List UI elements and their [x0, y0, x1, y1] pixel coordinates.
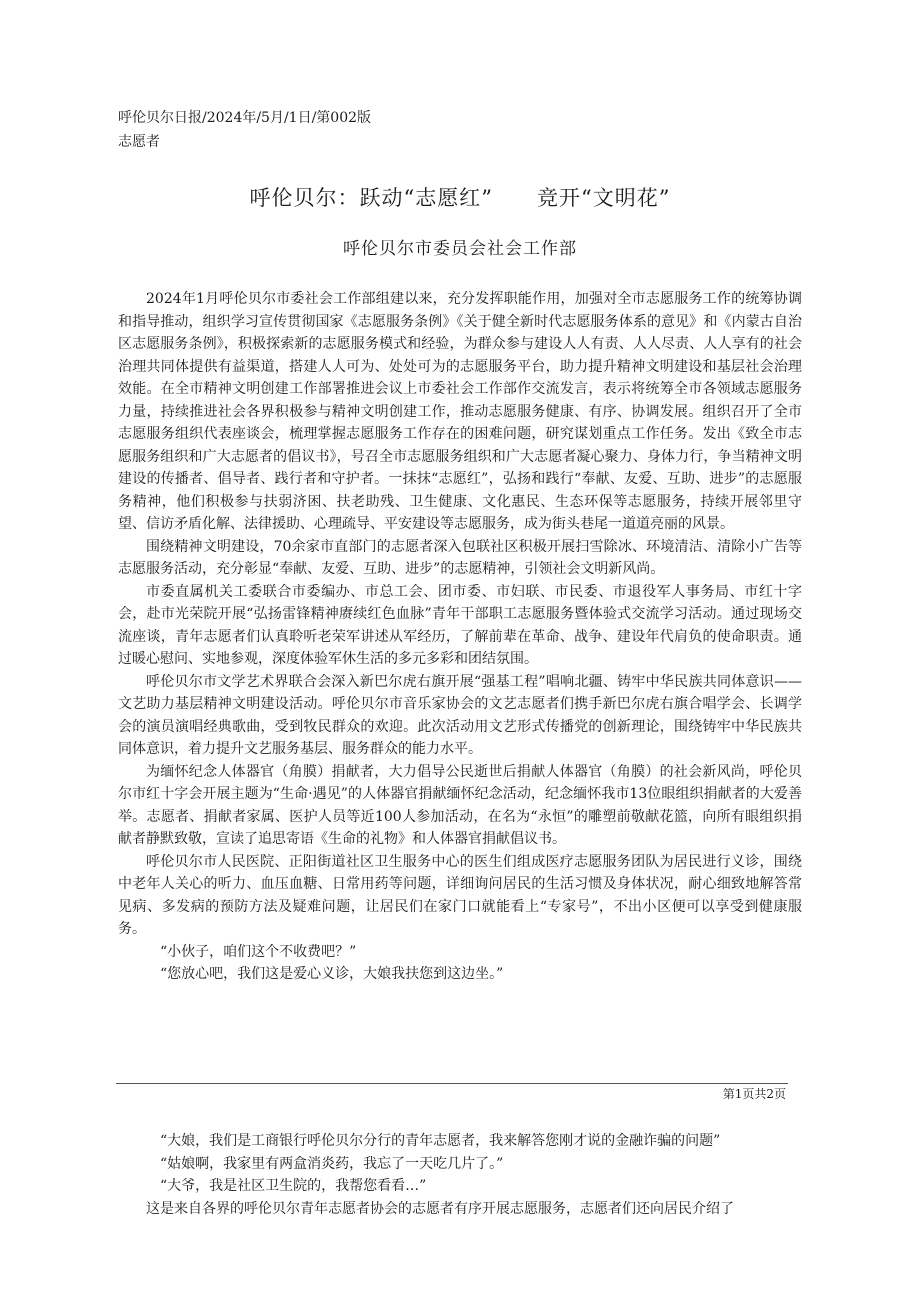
article-title [0, 182, 920, 212]
paragraph: 呼伦贝尔市文学艺术界联合会深入新巴尔虎右旗开展“强基工程”唱响北疆、铸牢中华民族共同体意识——文艺助力基层精神文明建设活动。呼伦贝尔市音乐家协会的文艺志愿者们携手新巴尔虎右旗合唱学会、长调学会的演员演唱经典歌曲，受到牧民群众的欢迎。此次活动用文艺形式传播党的创新理论，围绕铸牢中华民族共同体意识，着力提升文艺服务基层、服务群众的能力水平。 [118, 673, 802, 757]
title-part-1: 呼伦贝尔：跃动“志愿红” [249, 186, 493, 210]
article-body-page-2 [118, 1130, 802, 1220]
dialogue-line: “大爷，我是社区卫生院的，我帮您看看…” [160, 1178, 427, 1194]
dialogue-line: “姑娘啊，我家里有两盒消炎药，我忘了一天吃几片了。” [160, 1155, 504, 1172]
dialogue-line: “小伙子，咱们这个不收费吧？” [160, 943, 357, 960]
dialogue-line: “您放心吧，我们这是爱心义诊，大娘我扶您到这边坐。” [160, 966, 504, 982]
paragraph: 为缅怀纪念人体器官（角膜）捐献者，大力倡导公民逝世后捐献人体器官（角膜）的社会新风尚，呼伦贝尔市红十字会开展主题为“生命·遇见”的人体器官捐献缅怀纪念活动，纪念缅怀我市13位眼组织捐献者的大爱善举。志愿者、捐献者家属、医护人员等近100人参加活动，在名为“永恒”的雕塑前敬献花篮，向所有眼组织捐献者静默致敬，宣读了追思寄语《生命的礼物》和人体器官捐献倡议书。 [118, 763, 802, 847]
article-meta [118, 106, 371, 154]
paragraph: 2024年1月呼伦贝尔市委社会工作部组建以来，充分发挥职能作用，加强对全市志愿服务工作的统筹协调和指导推动，组织学习宣传贯彻国家《志愿服务条例》《关于健全新时代志愿服务体系的意见》和《内蒙古自治区志愿服务条例》，积极探索新的志愿服务模式和经验，为群众参与建设人人有责、人人尽责、人人享有的社会治理共同体提供有益渠道，搭建人人可为、处处可为的志愿服务平台，助力提升精神文明建设和基层社会治理效能。在全市精神文明创建工作部署推进会议上市委社会工作部作交流发言，表示将统筹全市各领域志愿服务力量，持续推进社会各界积极参与精神文明创建工作，推动志愿服务健康、有序、协调发展。组织召开了全市志愿服务组织代表座谈会，梳理掌握志愿服务工作存在的困难问题，研究谋划重点工作任务。发出《致全市志愿服务组织和广大志愿者的倡议书》，号召全市志愿服务组织和广大志愿者凝心聚力、身体力行，争当精神文明建设的传播者、倡导者、践行者和守护者。一抹抹“志愿红”，弘扬和践行“奉献、友爱、互助、进步”的志愿服务精神，他们积极参与扶弱济困、扶老助残、卫生健康、文化惠民、生态环保等志愿服务，持续开展邻里守望、信访矛盾化解、法律援助、心理疏导、平安建设等志愿服务，成为街头巷尾一道道亮丽的风景。 [118, 291, 802, 532]
title-part-2: 竞开“文明花” [537, 186, 671, 210]
paragraph: 呼伦贝尔市人民医院、正阳街道社区卫生服务中心的医生们组成医疗志愿服务团队为居民进行义诊，围绕中老年人关心的听力、血压血糖、日常用药等问题，详细询问居民的生活习惯及身体状况，耐心细致地解答常见病、多发病的预防方法及疑难问题，让居民们在家门口就能看上“专家号”，不出小区便可以享受到健康服务。 [118, 853, 802, 937]
source-line: 呼伦贝尔日报/2024年/5月/1日/第002版 [118, 110, 372, 126]
page-divider [116, 1083, 788, 1084]
article-author: 呼伦贝尔市委员会社会工作部 [343, 239, 577, 259]
paragraph: 这是来自各界的呼伦贝尔青年志愿者协会的志愿者有序开展志愿服务，志愿者们还向居民介绍了 [146, 1200, 734, 1217]
article-body [118, 288, 802, 986]
paragraph: 市委直属机关工委联合市委编办、市总工会、团市委、市妇联、市民委、市退役军人事务局、市红十字会，赴市光荣院开展“弘扬雷锋精神赓续红色血脉”青年干部职工志愿服务暨体验式交流学习活动。通过现场交流座谈，青年志愿者们认真聆听老荣军讲述从军经历，了解前辈在革命、战争、建设年代肩负的使命职责。通过暖心慰问、实地参观，深度体验军休生活的多元多彩和团结氛围。 [118, 583, 802, 667]
paragraph: 围绕精神文明建设，70余家市直部门的志愿者深入包联社区积极开展扫雪除冰、环境清洁、清除小广告等志愿服务活动，充分彰显“奉献、友爱、互助、进步”的志愿精神，引领社会文明新风尚。 [118, 538, 802, 577]
section-label: 志愿者 [118, 134, 160, 150]
dialogue-line: “大娘，我们是工商银行呼伦贝尔分行的青年志愿者，我来解答您刚才说的金融诈骗的问题” [160, 1133, 721, 1149]
page-number: 第1页共2页 [722, 1087, 786, 1101]
